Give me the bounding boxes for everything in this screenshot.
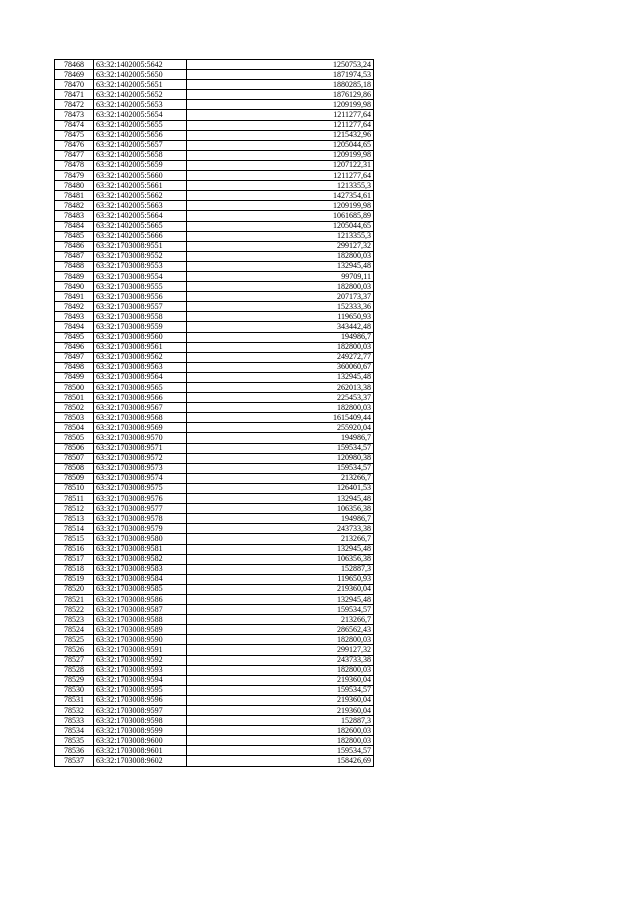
table-row (55, 191, 374, 201)
table-row (55, 655, 374, 665)
table-row (55, 100, 374, 110)
value-cell: 219360,04 (187, 675, 374, 685)
cadastral-number-cell: 63:32:1402005:5663 (94, 201, 187, 211)
value-cell: 219360,04 (187, 695, 374, 705)
cadastral-number-cell: 63:32:1703008:9576 (94, 494, 187, 504)
table-row (55, 554, 374, 564)
row-number-cell: 78475 (55, 130, 94, 140)
value-cell: 249272,77 (187, 352, 374, 362)
cadastral-number-cell: 63:32:1402005:5651 (94, 80, 187, 90)
row-number-cell: 78501 (55, 393, 94, 403)
cadastral-number-cell: 63:32:1402005:5659 (94, 160, 187, 170)
cadastral-number-cell: 63:32:1402005:5666 (94, 231, 187, 241)
row-number-cell: 78505 (55, 433, 94, 443)
table-row (55, 372, 374, 382)
cadastral-number-cell: 63:32:1402005:5655 (94, 120, 187, 130)
table-row (55, 292, 374, 302)
cadastral-number-cell: 63:32:1703008:9585 (94, 584, 187, 594)
row-number-cell: 78514 (55, 524, 94, 534)
value-cell: 213266,7 (187, 615, 374, 625)
value-cell: 182800,03 (187, 403, 374, 413)
row-number-cell: 78477 (55, 150, 94, 160)
cadastral-number-cell: 63:32:1703008:9563 (94, 362, 187, 372)
table-row (55, 726, 374, 736)
row-number-cell: 78526 (55, 645, 94, 655)
table-row (55, 352, 374, 362)
cadastral-number-cell: 63:32:1703008:9598 (94, 716, 187, 726)
cadastral-number-cell: 63:32:1703008:9596 (94, 695, 187, 705)
value-cell: 152333,36 (187, 302, 374, 312)
table-row (55, 443, 374, 453)
value-cell: 1876129,86 (187, 90, 374, 100)
row-number-cell: 78504 (55, 423, 94, 433)
table-row (55, 312, 374, 322)
cadastral-number-cell: 63:32:1402005:5660 (94, 171, 187, 181)
cadastral-number-cell: 63:32:1703008:9551 (94, 241, 187, 251)
table-row (55, 302, 374, 312)
row-number-cell: 78468 (55, 60, 94, 70)
table-row (55, 504, 374, 514)
value-cell: 194986,7 (187, 433, 374, 443)
value-cell: 152887,3 (187, 716, 374, 726)
table-row (55, 574, 374, 584)
table-row (55, 524, 374, 534)
cadastral-number-cell: 63:32:1703008:9594 (94, 675, 187, 685)
row-number-cell: 78500 (55, 383, 94, 393)
row-number-cell: 78479 (55, 171, 94, 181)
value-cell: 159534,57 (187, 746, 374, 756)
cadastral-number-cell: 63:32:1703008:9562 (94, 352, 187, 362)
row-number-cell: 78490 (55, 282, 94, 292)
cadastral-number-cell: 63:32:1703008:9599 (94, 726, 187, 736)
table-row (55, 423, 374, 433)
value-cell: 286562,43 (187, 625, 374, 635)
value-cell: 182800,03 (187, 342, 374, 352)
value-cell: 1427354,61 (187, 191, 374, 201)
row-number-cell: 78529 (55, 675, 94, 685)
cadastral-number-cell: 63:32:1703008:9555 (94, 282, 187, 292)
value-cell: 219360,04 (187, 584, 374, 594)
cadastral-number-cell: 63:32:1703008:9574 (94, 473, 187, 483)
value-cell: 159534,57 (187, 685, 374, 695)
table-row (55, 584, 374, 594)
row-number-cell: 78473 (55, 110, 94, 120)
value-cell: 182800,03 (187, 282, 374, 292)
cadastral-number-cell: 63:32:1703008:9556 (94, 292, 187, 302)
cadastral-number-cell: 63:32:1402005:5654 (94, 110, 187, 120)
table-row (55, 534, 374, 544)
row-number-cell: 78502 (55, 403, 94, 413)
table-row (55, 383, 374, 393)
table-row (55, 181, 374, 191)
row-number-cell: 78478 (55, 160, 94, 170)
value-cell: 213266,7 (187, 473, 374, 483)
value-cell: 243733,38 (187, 655, 374, 665)
value-cell: 132945,48 (187, 544, 374, 554)
value-cell: 299127,32 (187, 241, 374, 251)
cadastral-number-cell: 63:32:1402005:5664 (94, 211, 187, 221)
cadastral-number-cell: 63:32:1703008:9559 (94, 322, 187, 332)
table-row (55, 332, 374, 342)
cadastral-number-cell: 63:32:1402005:5656 (94, 130, 187, 140)
row-number-cell: 78535 (55, 736, 94, 746)
table-row (55, 615, 374, 625)
cadastral-number-cell: 63:32:1703008:9589 (94, 625, 187, 635)
value-cell: 1215432,96 (187, 130, 374, 140)
row-number-cell: 78480 (55, 181, 94, 191)
value-cell: 1061685,89 (187, 211, 374, 221)
table-row (55, 514, 374, 524)
cadastral-number-cell: 63:32:1703008:9592 (94, 655, 187, 665)
table-row (55, 171, 374, 181)
cadastral-number-cell: 63:32:1703008:9553 (94, 261, 187, 271)
value-cell: 106356,38 (187, 554, 374, 564)
table-row (55, 756, 374, 766)
cadastral-number-cell: 63:32:1703008:9591 (94, 645, 187, 655)
value-cell: 159534,57 (187, 605, 374, 615)
row-number-cell: 78532 (55, 706, 94, 716)
row-number-cell: 78530 (55, 685, 94, 695)
row-number-cell: 78485 (55, 231, 94, 241)
cadastral-number-cell: 63:32:1703008:9552 (94, 251, 187, 261)
cadastral-number-cell: 63:32:1703008:9584 (94, 574, 187, 584)
value-cell: 207173,37 (187, 292, 374, 302)
cadastral-number-cell: 63:32:1703008:9573 (94, 463, 187, 473)
value-cell: 194986,7 (187, 332, 374, 342)
cadastral-number-cell: 63:32:1402005:5652 (94, 90, 187, 100)
row-number-cell: 78527 (55, 655, 94, 665)
cadastral-number-cell: 63:32:1402005:5650 (94, 70, 187, 80)
table-row (55, 342, 374, 352)
table-row (55, 463, 374, 473)
value-cell: 1250753,24 (187, 60, 374, 70)
row-number-cell: 78512 (55, 504, 94, 514)
row-number-cell: 78520 (55, 584, 94, 594)
table-row (55, 433, 374, 443)
table-row (55, 665, 374, 675)
value-cell: 182600,03 (187, 726, 374, 736)
row-number-cell: 78521 (55, 594, 94, 604)
value-cell: 243733,38 (187, 524, 374, 534)
value-cell: 158426,69 (187, 756, 374, 766)
row-number-cell: 78481 (55, 191, 94, 201)
value-cell: 1211277,64 (187, 120, 374, 130)
value-cell: 132945,48 (187, 494, 374, 504)
cadastral-number-cell: 63:32:1402005:5653 (94, 100, 187, 110)
cadastral-number-cell: 63:32:1703008:9554 (94, 271, 187, 281)
table-body (55, 60, 374, 767)
row-number-cell: 78486 (55, 241, 94, 251)
table-row (55, 564, 374, 574)
table-row (55, 605, 374, 615)
value-cell: 182800,03 (187, 251, 374, 261)
value-cell: 299127,32 (187, 645, 374, 655)
cadastral-number-cell: 63:32:1402005:5665 (94, 221, 187, 231)
value-cell: 1880285,18 (187, 80, 374, 90)
table-row (55, 120, 374, 130)
value-cell: 152887,3 (187, 564, 374, 574)
cadastral-number-cell: 63:32:1703008:9601 (94, 746, 187, 756)
value-cell: 126401,53 (187, 483, 374, 493)
value-cell: 1209199,98 (187, 150, 374, 160)
row-number-cell: 78503 (55, 413, 94, 423)
cadastral-number-cell: 63:32:1402005:5658 (94, 150, 187, 160)
value-cell: 1615409,44 (187, 413, 374, 423)
row-number-cell: 78524 (55, 625, 94, 635)
row-number-cell: 78509 (55, 473, 94, 483)
value-cell: 99709,11 (187, 271, 374, 281)
row-number-cell: 78516 (55, 544, 94, 554)
row-number-cell: 78534 (55, 726, 94, 736)
row-number-cell: 78488 (55, 261, 94, 271)
value-cell: 106356,38 (187, 504, 374, 514)
value-cell: 1211277,64 (187, 171, 374, 181)
data-table (54, 59, 374, 767)
cadastral-number-cell: 63:32:1703008:9600 (94, 736, 187, 746)
table-row (55, 271, 374, 281)
table-row (55, 695, 374, 705)
cadastral-number-cell: 63:32:1402005:5661 (94, 181, 187, 191)
row-number-cell: 78515 (55, 534, 94, 544)
cadastral-number-cell: 63:32:1402005:5642 (94, 60, 187, 70)
value-cell: 159534,57 (187, 463, 374, 473)
cadastral-number-cell: 63:32:1703008:9557 (94, 302, 187, 312)
row-number-cell: 78495 (55, 332, 94, 342)
row-number-cell: 78482 (55, 201, 94, 211)
value-cell: 213266,7 (187, 534, 374, 544)
cadastral-number-cell: 63:32:1703008:9588 (94, 615, 187, 625)
table-row (55, 494, 374, 504)
value-cell: 1205044,65 (187, 221, 374, 231)
cadastral-number-cell: 63:32:1703008:9579 (94, 524, 187, 534)
table-row (55, 393, 374, 403)
value-cell: 1209199,98 (187, 100, 374, 110)
row-number-cell: 78494 (55, 322, 94, 332)
cadastral-number-cell: 63:32:1703008:9583 (94, 564, 187, 574)
table-row (55, 473, 374, 483)
table-row (55, 675, 374, 685)
row-number-cell: 78472 (55, 100, 94, 110)
row-number-cell: 78496 (55, 342, 94, 352)
row-number-cell: 78508 (55, 463, 94, 473)
table-row (55, 483, 374, 493)
row-number-cell: 78491 (55, 292, 94, 302)
table-row (55, 70, 374, 80)
table-row (55, 211, 374, 221)
row-number-cell: 78487 (55, 251, 94, 261)
row-number-cell: 78511 (55, 494, 94, 504)
value-cell: 255920,04 (187, 423, 374, 433)
cadastral-number-cell: 63:32:1703008:9595 (94, 685, 187, 695)
table-row (55, 453, 374, 463)
row-number-cell: 78517 (55, 554, 94, 564)
cadastral-number-cell: 63:32:1703008:9558 (94, 312, 187, 322)
cadastral-number-cell: 63:32:1703008:9571 (94, 443, 187, 453)
cadastral-number-cell: 63:32:1703008:9570 (94, 433, 187, 443)
table-row (55, 706, 374, 716)
row-number-cell: 78510 (55, 483, 94, 493)
table-row (55, 635, 374, 645)
table-row (55, 362, 374, 372)
table-row (55, 746, 374, 756)
value-cell: 360060,67 (187, 362, 374, 372)
table-row (55, 60, 374, 70)
value-cell: 1871974,53 (187, 70, 374, 80)
value-cell: 182800,03 (187, 635, 374, 645)
cadastral-number-cell: 63:32:1703008:9587 (94, 605, 187, 615)
table-row (55, 403, 374, 413)
cadastral-number-cell: 63:32:1703008:9581 (94, 544, 187, 554)
row-number-cell: 78489 (55, 271, 94, 281)
table-row (55, 685, 374, 695)
value-cell: 225453,37 (187, 393, 374, 403)
table-row (55, 322, 374, 332)
row-number-cell: 78471 (55, 90, 94, 100)
row-number-cell: 78474 (55, 120, 94, 130)
table-row (55, 716, 374, 726)
value-cell: 1213355,3 (187, 181, 374, 191)
value-cell: 182800,03 (187, 665, 374, 675)
table-row (55, 221, 374, 231)
cadastral-number-cell: 63:32:1402005:5662 (94, 191, 187, 201)
table-row (55, 625, 374, 635)
value-cell: 132945,48 (187, 372, 374, 382)
row-number-cell: 78499 (55, 372, 94, 382)
cadastral-number-cell: 63:32:1703008:9560 (94, 332, 187, 342)
row-number-cell: 78523 (55, 615, 94, 625)
cadastral-number-cell: 63:32:1703008:9582 (94, 554, 187, 564)
value-cell: 1205044,65 (187, 140, 374, 150)
value-cell: 1209199,98 (187, 201, 374, 211)
row-number-cell: 78522 (55, 605, 94, 615)
cadastral-number-cell: 63:32:1703008:9567 (94, 403, 187, 413)
row-number-cell: 78484 (55, 221, 94, 231)
table-row (55, 130, 374, 140)
cadastral-number-cell: 63:32:1703008:9564 (94, 372, 187, 382)
cadastral-number-cell: 63:32:1703008:9575 (94, 483, 187, 493)
table-row (55, 282, 374, 292)
cadastral-number-cell: 63:32:1703008:9590 (94, 635, 187, 645)
row-number-cell: 78493 (55, 312, 94, 322)
value-cell: 159534,57 (187, 443, 374, 453)
table-row (55, 150, 374, 160)
cadastral-number-cell: 63:32:1703008:9586 (94, 594, 187, 604)
value-cell: 194986,7 (187, 514, 374, 524)
cadastral-number-cell: 63:32:1402005:5657 (94, 140, 187, 150)
table-row (55, 645, 374, 655)
table-row (55, 80, 374, 90)
cadastral-number-cell: 63:32:1703008:9566 (94, 393, 187, 403)
row-number-cell: 78469 (55, 70, 94, 80)
row-number-cell: 78470 (55, 80, 94, 90)
table-row (55, 241, 374, 251)
row-number-cell: 78531 (55, 695, 94, 705)
table-row (55, 160, 374, 170)
table-row (55, 413, 374, 423)
row-number-cell: 78507 (55, 453, 94, 463)
table-row (55, 251, 374, 261)
table-row (55, 90, 374, 100)
row-number-cell: 78483 (55, 211, 94, 221)
row-number-cell: 78476 (55, 140, 94, 150)
table-row (55, 736, 374, 746)
table-row (55, 201, 374, 211)
table-row (55, 544, 374, 554)
cadastral-number-cell: 63:32:1703008:9569 (94, 423, 187, 433)
row-number-cell: 78506 (55, 443, 94, 453)
table-row (55, 594, 374, 604)
value-cell: 1211277,64 (187, 110, 374, 120)
value-cell: 132945,48 (187, 594, 374, 604)
row-number-cell: 78513 (55, 514, 94, 524)
value-cell: 120980,38 (187, 453, 374, 463)
value-cell: 119650,93 (187, 574, 374, 584)
cadastral-number-cell: 63:32:1703008:9580 (94, 534, 187, 544)
cadastral-number-cell: 63:32:1703008:9597 (94, 706, 187, 716)
row-number-cell: 78492 (55, 302, 94, 312)
table-row (55, 231, 374, 241)
row-number-cell: 78537 (55, 756, 94, 766)
row-number-cell: 78528 (55, 665, 94, 675)
cadastral-number-cell: 63:32:1703008:9578 (94, 514, 187, 524)
table-row (55, 261, 374, 271)
cadastral-number-cell: 63:32:1703008:9561 (94, 342, 187, 352)
value-cell: 182800,03 (187, 736, 374, 746)
row-number-cell: 78533 (55, 716, 94, 726)
row-number-cell: 78497 (55, 352, 94, 362)
value-cell: 262013,38 (187, 383, 374, 393)
value-cell: 132945,48 (187, 261, 374, 271)
row-number-cell: 78525 (55, 635, 94, 645)
cadastral-number-cell: 63:32:1703008:9577 (94, 504, 187, 514)
table-row (55, 140, 374, 150)
value-cell: 219360,04 (187, 706, 374, 716)
value-cell: 343442,48 (187, 322, 374, 332)
row-number-cell: 78518 (55, 564, 94, 574)
cadastral-number-cell: 63:32:1703008:9602 (94, 756, 187, 766)
value-cell: 1207122,31 (187, 160, 374, 170)
row-number-cell: 78519 (55, 574, 94, 584)
cadastral-number-cell: 63:32:1703008:9565 (94, 383, 187, 393)
row-number-cell: 78498 (55, 362, 94, 372)
cadastral-number-cell: 63:32:1703008:9593 (94, 665, 187, 675)
table-row (55, 110, 374, 120)
value-cell: 119650,93 (187, 312, 374, 322)
cadastral-number-cell: 63:32:1703008:9568 (94, 413, 187, 423)
cadastral-number-cell: 63:32:1703008:9572 (94, 453, 187, 463)
row-number-cell: 78536 (55, 746, 94, 756)
value-cell: 1213355,3 (187, 231, 374, 241)
